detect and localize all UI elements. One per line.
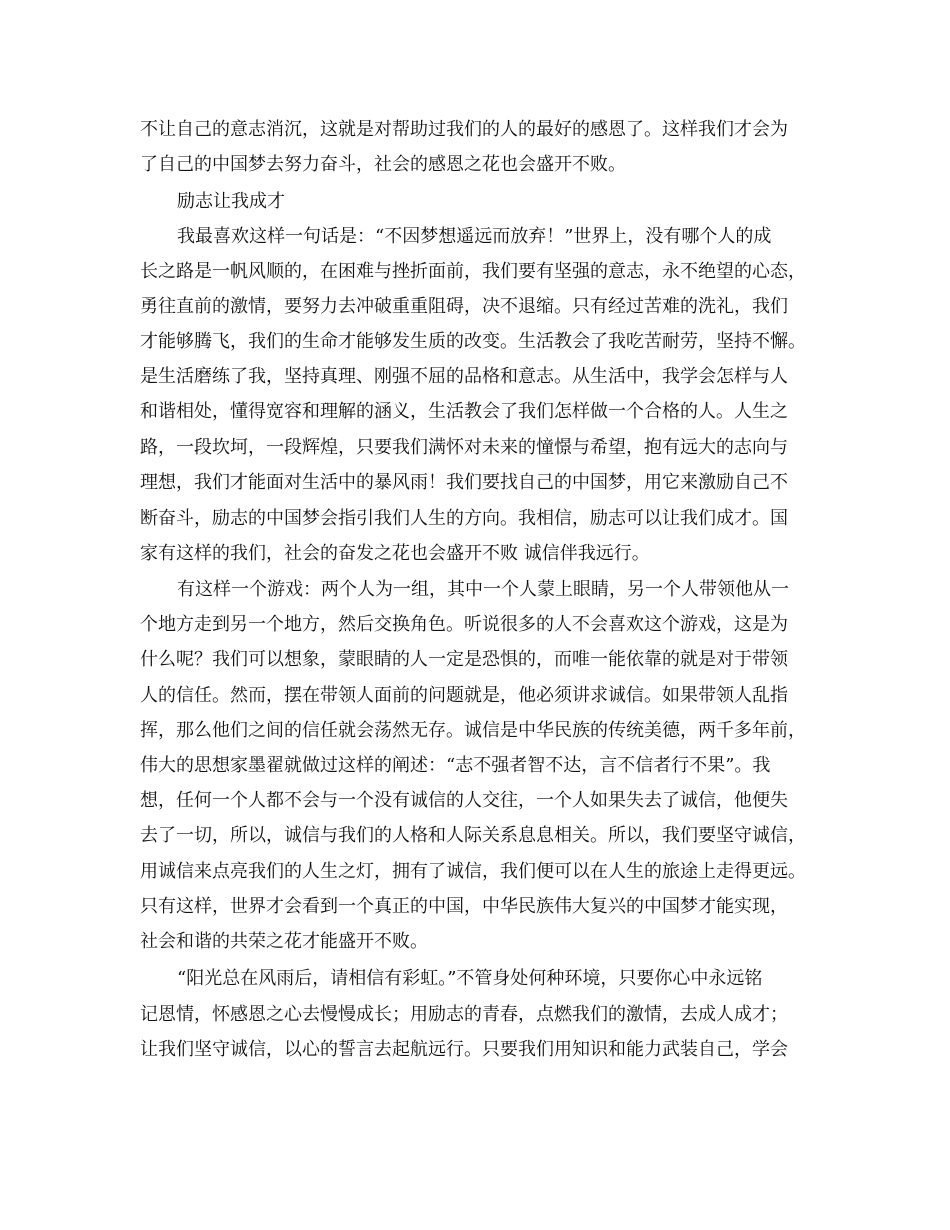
text-line: 了自己的中国梦去努力奋斗，社会的感恩之花也会盛开不败。 — [140, 154, 626, 175]
text-line: 路，一段坎坷，一段辉煌，只要我们满怀对未来的憧憬与希望，抱有远大的志向与 — [140, 437, 788, 458]
text-line: 才能够腾飞，我们的生命才能够发生质的改变。生活教会了我吃苦耐劳，坚持不懈。 — [140, 331, 806, 352]
text-line: 理想，我们才能面对生活中的暴风雨！我们要找自己的中国梦，用它来激励自己不 — [140, 472, 788, 493]
text-line: 长之路是一帆风顺的，在困难与挫折面前，我们要有坚强的意志，永不绝望的心态， — [140, 261, 806, 282]
text-line: 是生活磨练了我，坚持真理、刚强不屈的品格和意志。从生活中，我学会怎样与人 — [140, 366, 788, 387]
text-line: 什么呢？我们可以想象，蒙眼睛的人一定是恐惧的，而唯一能依靠的就是对于带领 — [140, 649, 788, 670]
text-line: 伟大的思想家墨翟就做过这样的阐述：“志不强者智不达，言不信者行不果”。我 — [140, 755, 771, 776]
text-line: 社会和谐的共荣之花才能盛开不败。 — [140, 931, 428, 952]
text-line: 挥，那么他们之间的信任就会荡然无存。诚信是中华民族的传统美德，两千多年前， — [140, 720, 806, 741]
text-line: 和谐相处，懂得宽容和理解的涵义，生活教会了我们怎样做一个合格的人。人生之 — [140, 401, 788, 422]
text-line: 我最喜欢这样一句话是：“不因梦想遥远而放弃！”世界上，没有哪个人的成 — [177, 226, 772, 247]
text-line: 去了一切，所以，诚信与我们的人格和人际关系息息相关。所以，我们要坚守诚信， — [140, 825, 806, 846]
text-line: 只有这样，世界才会看到一个真正的中国，中华民族伟大复兴的中国梦才能实现， — [140, 896, 788, 917]
text-line: 记恩情，怀感恩之心去慢慢成长；用励志的青春，点燃我们的激情，去成人成才； — [140, 1004, 788, 1025]
text-line: 让我们坚守诚信，以心的誓言去起航远行。只要我们用知识和能力武装自己，学会 — [140, 1039, 788, 1060]
text-line: “阳光总在风雨后，请相信有彩虹。”不管身处何种环境，只要你心中永远铭 — [177, 968, 763, 989]
section-heading: 励志让我成才 — [177, 191, 285, 212]
text-line: 断奋斗，励志的中国梦会指引我们人生的方向。我相信，励志可以让我们成才。国 — [140, 508, 788, 529]
text-line: 用诚信来点亮我们的人生之灯，拥有了诚信，我们便可以在人生的旅途上走得更远。 — [140, 861, 806, 882]
text-line: 有这样一个游戏：两个人为一组，其中一个人蒙上眼睛，另一个人带领他从一 — [177, 579, 789, 600]
text-line: 想，任何一个人都不会与一个没有诚信的人交往，一个人如果失去了诚信，他便失 — [140, 790, 788, 811]
text-line: 不让自己的意志消沉，这就是对帮助过我们的人的最好的感恩了。这样我们才会为 — [140, 119, 788, 140]
text-line: 人的信任。然而，摆在带领人面前的问题就是，他必须讲求诚信。如果带领人乱指 — [140, 685, 788, 706]
text-line: 家有这样的我们，社会的奋发之花也会盛开不败 诚信伴我远行。 — [140, 543, 650, 564]
text-line: 勇往直前的激情，要努力去冲破重重阻碍，决不退缩。只有经过苦难的洗礼，我们 — [140, 296, 788, 317]
text-line: 个地方走到另一个地方，然后交换角色。听说很多的人不会喜欢这个游戏，这是为 — [140, 614, 788, 635]
